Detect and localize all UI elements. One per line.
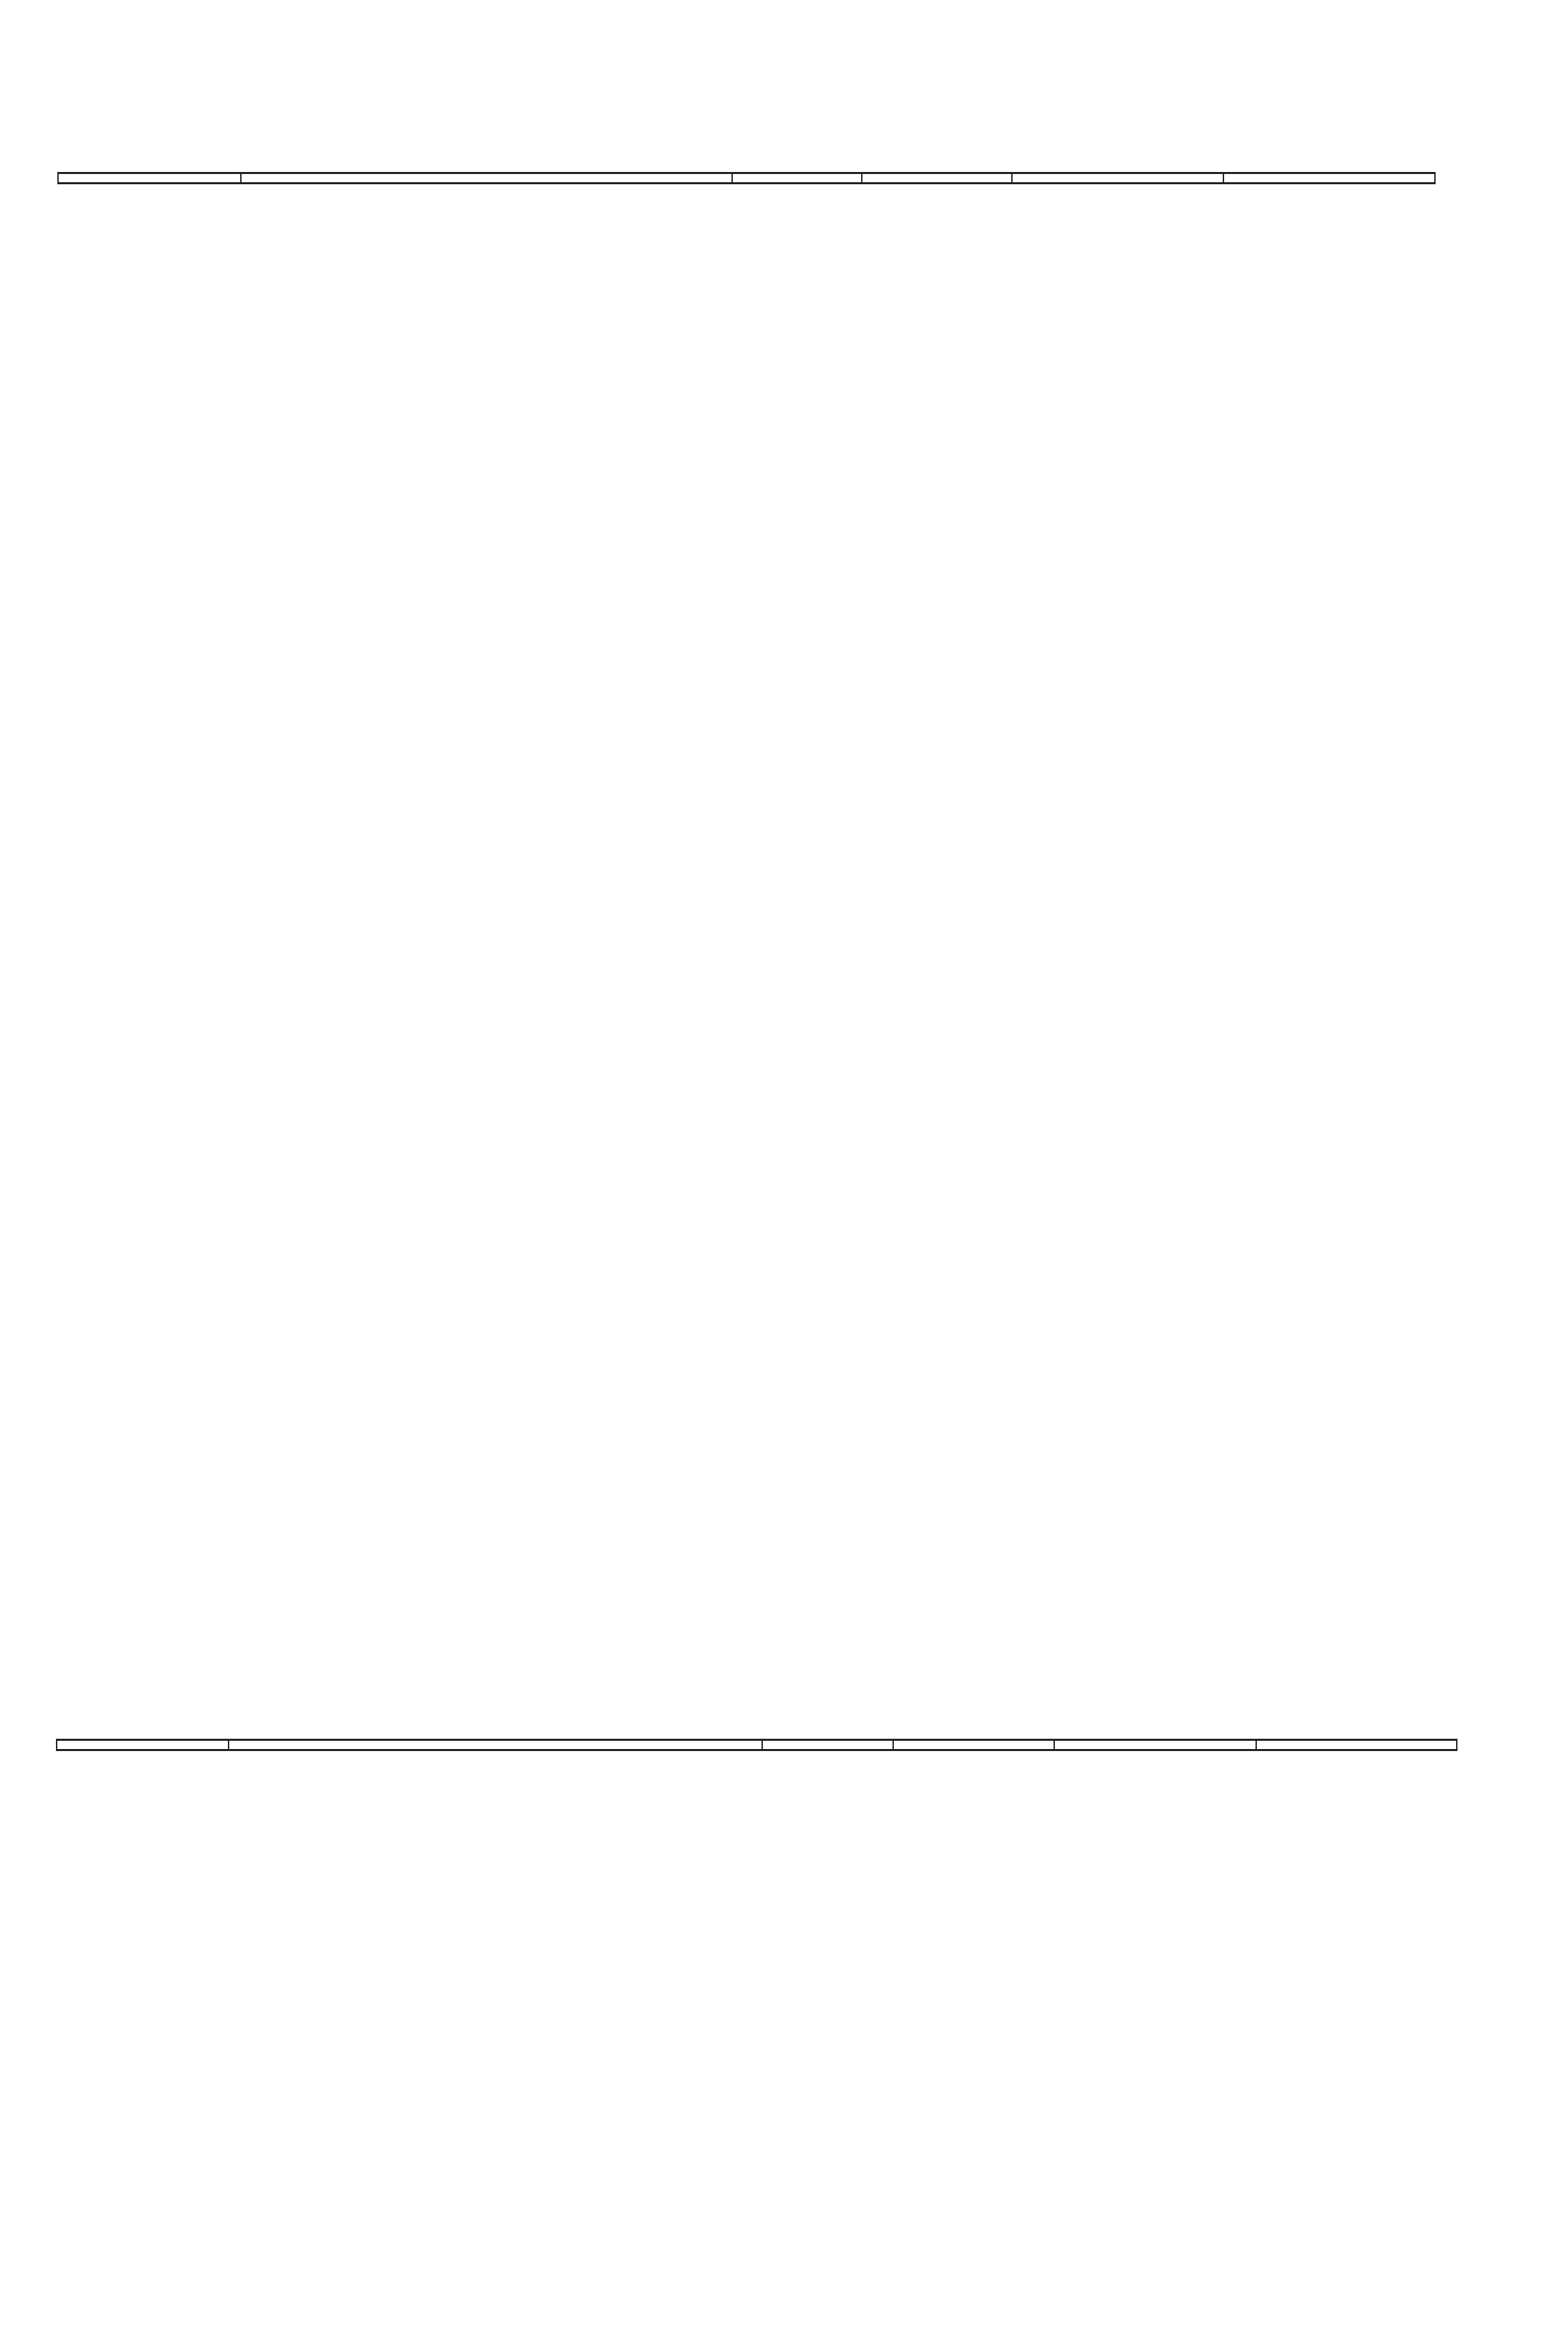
column-header <box>57 1740 229 1750</box>
table-header-row <box>57 1740 1457 1750</box>
column-header <box>241 173 732 184</box>
table-header-row <box>58 173 1435 184</box>
resource-table-042 <box>56 1739 1457 1751</box>
column-header <box>1054 1740 1256 1750</box>
column-header <box>1223 173 1435 184</box>
column-header <box>732 173 862 184</box>
column-header <box>762 1740 893 1750</box>
resource-table-036 <box>57 172 1436 184</box>
column-header <box>58 173 241 184</box>
column-header <box>862 173 1012 184</box>
column-header <box>1012 173 1223 184</box>
column-header <box>893 1740 1054 1750</box>
column-header <box>229 1740 762 1750</box>
column-header <box>1256 1740 1457 1750</box>
